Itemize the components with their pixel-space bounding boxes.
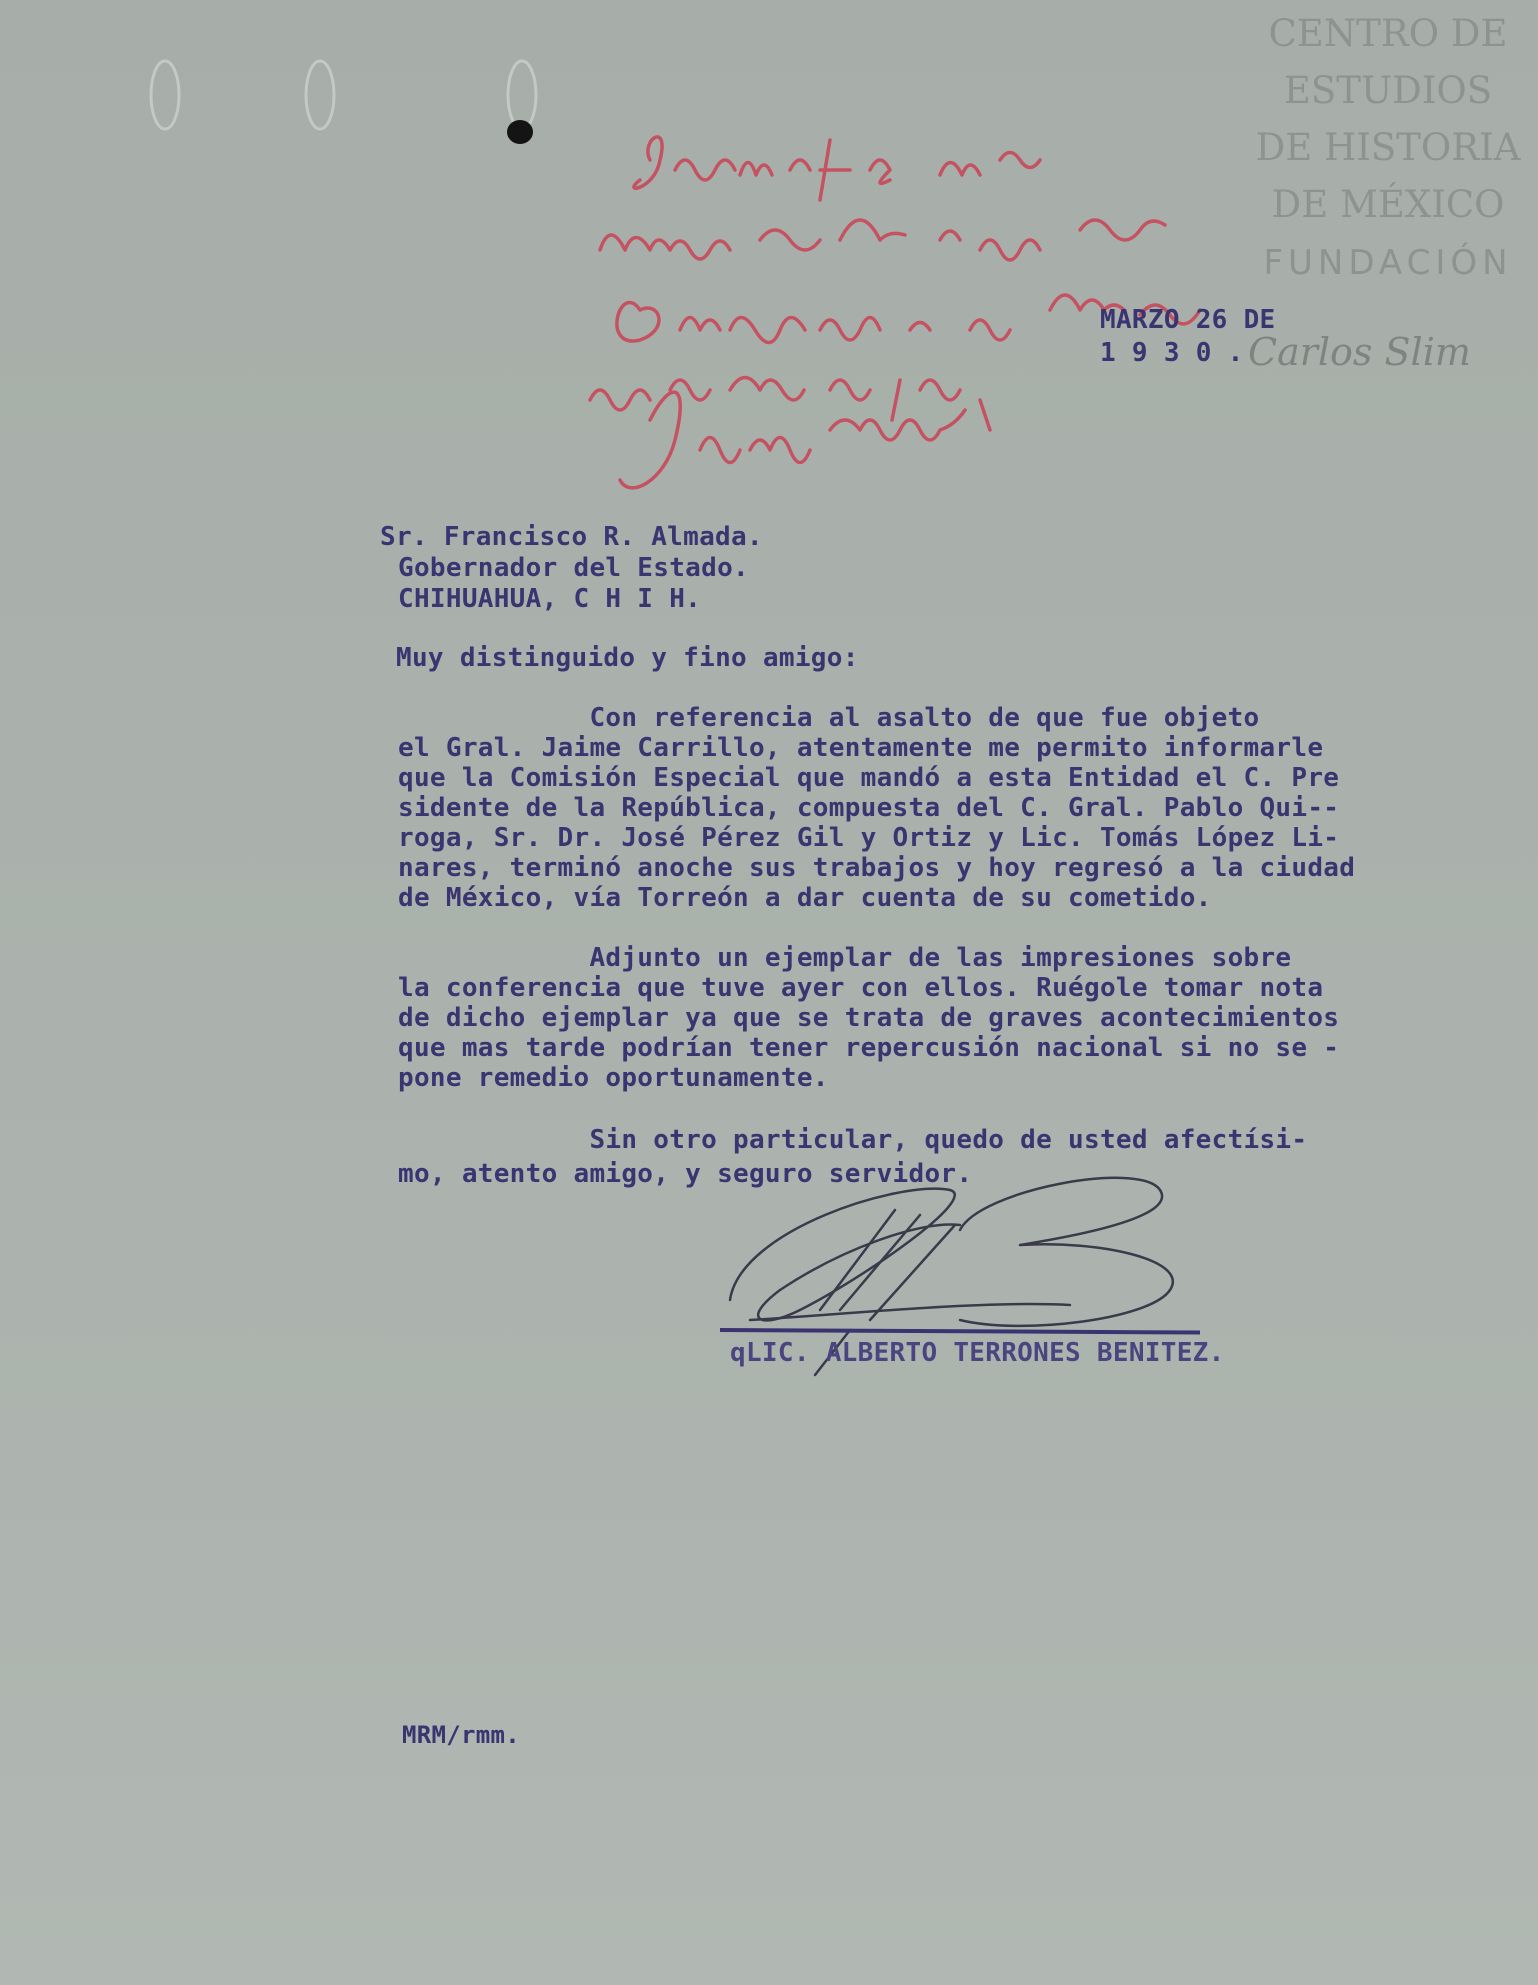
recipient-title: Gobernador del Estado. (398, 553, 749, 583)
body-line: que la Comisión Especial que mandó a esta Entidad el C. Pre (398, 763, 1340, 793)
body-line: que mas tarde podrían tener repercusión nacional si no se - (398, 1033, 1340, 1063)
body-line: pone remedio oportunamente. (398, 1063, 829, 1093)
watermark-line-1: CENTRO DE (1268, 12, 1508, 55)
body-line: el Gral. Jaime Carrillo, atentamente me permito informarle (398, 733, 1324, 763)
body-line: la conferencia que tuve ayer con ellos. Ruégole tomar nota (398, 973, 1324, 1003)
body-line: roga, Sr. Dr. José Pérez Gil y Ortiz y Lic. Tomás López Li- (398, 823, 1340, 853)
watermark-line-4: DE MÉXICO (1271, 183, 1505, 226)
body-line: Con referencia al asalto de que fue objeto (398, 703, 1260, 733)
closing-line: mo, atento amigo, y seguro servidor. (398, 1159, 973, 1189)
watermark-line-2: ESTUDIOS (1283, 69, 1493, 112)
body-line: nares, terminó anoche sus trabajos y hoy regresó a la ciudad (398, 853, 1356, 883)
letter-date-month: MARZO 26 DE (1100, 305, 1276, 335)
signature-name: qLIC. ALBERTO TERRONES BENITEZ. (730, 1338, 1225, 1368)
recipient-city: CHIHUAHUA, C H I H. (398, 584, 702, 614)
watermark-signature: Carlos Slim (1248, 330, 1471, 374)
typist-initials: MRM/rmm. (402, 1721, 520, 1749)
letter-date-year: 1 9 3 0 . (1100, 338, 1244, 368)
body-line: de México, vía Torreón a dar cuenta de su cometido. (398, 883, 1212, 913)
body-line: de dicho ejemplar ya que se trata de graves acontecimientos (398, 1003, 1340, 1033)
closing-line: Sin otro particular, quedo de usted afectísi- (398, 1125, 1308, 1155)
body-line: Adjunto un ejemplar de las impresiones sobre (398, 943, 1292, 973)
binder-marks (135, 40, 585, 150)
body-line: sidente de la República, compuesta del C. Gral. Pablo Qui-- (398, 793, 1340, 823)
salutation: Muy distinguido y fino amigo: (396, 643, 859, 673)
watermark-line-3: DE HISTORIA (1255, 126, 1521, 169)
recipient-name: Sr. Francisco R. Almada. (380, 522, 763, 552)
archive-watermark (1238, 5, 1538, 293)
watermark-line-5: FUNDACIÓN (1263, 243, 1513, 283)
